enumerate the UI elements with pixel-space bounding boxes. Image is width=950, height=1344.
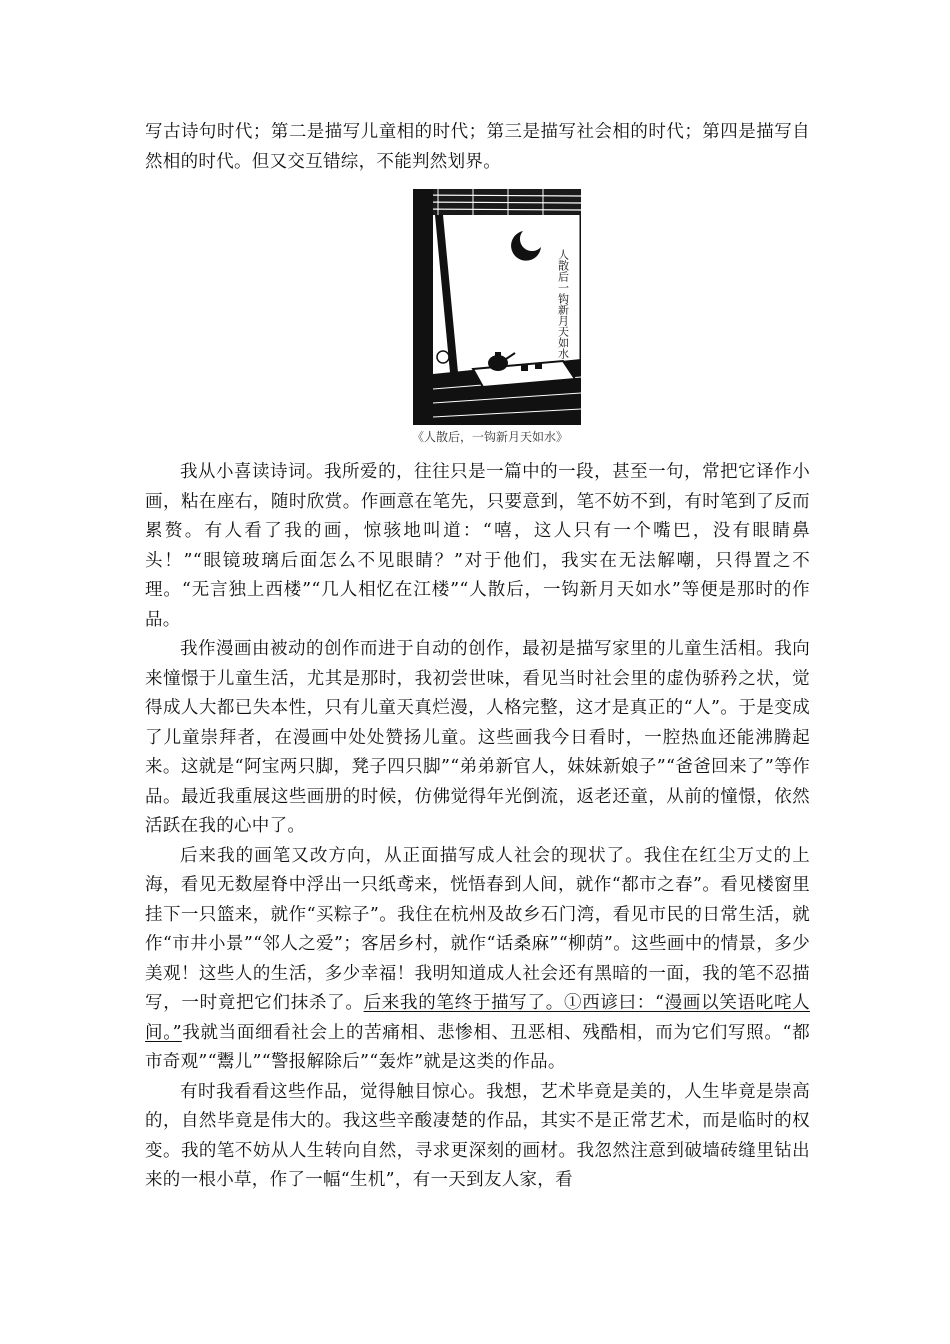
paragraph-2: 我作漫画由被动的创作而进于自动的创作，最初是描写家里的儿童生活相。我向来憧憬于儿童生活，尤其是那时，我初尝世味，看见当时社会里的虚伪骄矜之状，觉得成人大都已失本性，只有儿童天真烂漫，人格完整，这才是真正的“人”。于是变成了儿童崇拜者，在漫画中处处赞扬儿童。这些画我今日看时，一腔热血还能沸腾起来。这就是“阿宝两只脚，凳子四只脚”“弟弟新官人，妹妹新娘子”“爸爸回来了”等作品。最近我重展这些画册的时候，仿佛觉得年光倒流，返老还童，从前的憧憬，依然活跃在我的心中了。: [145, 639, 810, 836]
paragraph-4: 有时我看看这些作品，觉得触目惊心。我想，艺术毕竟是美的，人生毕竟是崇高的，自然毕竟是伟大的。我这些辛酸凄楚的作品，其实不是正常艺术，而是临时的权变。我的笔不妨从人生转向自然，寻求更深刻的画材。我忽然注意到破墙砖缝里钻出来的一根小草，作了一幅“生机”，有一天到友人家，看: [145, 1081, 810, 1190]
underlined-quote: 后来我的笔终于描写了。①西谚曰：“漫画以笑语叱咤人间。”: [145, 993, 810, 1043]
figure-caption: 《人散后，一钩新月天如水》: [411, 430, 568, 444]
paragraph-1: 我从小喜读诗词。我所爱的，往往只是一篇中的一段，甚至一句，常把它译作小画，粘在座右，随时欣赏。作画意在笔先，只要意到，笔不妨不到，有时笔到了反而累赘。有人看了我的画，惊骇地叫道：“嘻，这人只有一个嘴巴，没有眼睛鼻头！”“眼镜玻璃后面怎么不见眼睛？”对于他们，我实在无法解嘲，只得置之不理。“无言独上西楼”“几人相忆在江楼”“人散后，一钩新月天如水”等便是那时的作品。: [145, 462, 810, 630]
painting-illustration: [413, 189, 581, 425]
main-text: [145, 458, 810, 1196]
paragraph-3: [145, 842, 810, 1078]
painting-inscription: 人散后一钩新月天如水: [556, 249, 570, 359]
paragraph-3-end: 我就当面细看社会上的苦痛相、悲惨相、丑恶相、残酷相，而为它们写照。“都市奇观”“鬻儿”“警报解除后”“轰炸”就是这类的作品。: [145, 1022, 810, 1072]
intro-paragraph: 写古诗句时代；第二是描写儿童相的时代；第三是描写社会相的时代；第四是描写自然相的时代。但又交互错综，不能判然划界。: [145, 122, 810, 172]
paragraph-3-start: 后来我的画笔又改方向，从正面描写成人社会的现状了。我住在红尘万丈的上海，看见无数屋脊中浮出一只纸鸢来，恍悟春到人间，就作“都市之春”。看见楼窗里挂下一只篮来，就作“买粽子”。我住在杭州及故乡石门湾，看见市民的日常生活，就作“市井小景”“邻人之爱”；客居乡村，就作“话桑麻”“柳荫”。这些画中的情景，多少美观！这些人的生活，多少幸福！我明知道成人社会还有黑暗的一面，我的笔不忍描写，一时竟把它们抹杀了。: [145, 845, 810, 1013]
